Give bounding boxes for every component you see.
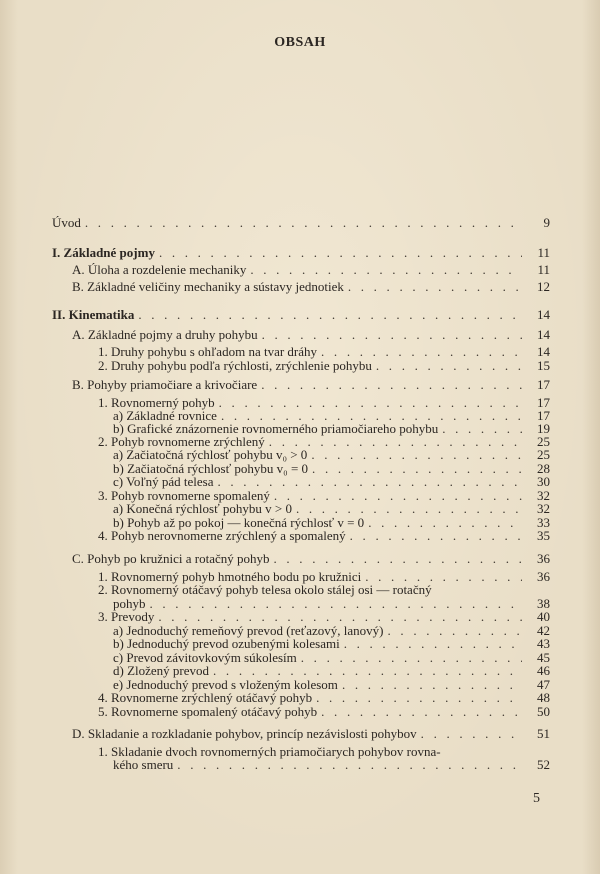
toc-label: a) Začiatočná rýchlosť pohybu v₀ > 0 [113,447,308,462]
toc-entry [72,377,550,393]
toc-label: a) Základné rovnice [113,408,217,423]
toc-page: 50 [537,704,550,719]
leader-dots [262,327,522,343]
toc-page: 14 [537,307,550,322]
toc-entry [72,262,550,278]
toc-entry [72,551,550,567]
toc-page: 19 [537,421,550,436]
toc-label-wrapped: 2. Rovnomerný otáčavý pohyb telesa okolo stálej osi — rotačný [98,582,432,597]
toc-label: 2. Pohyb rovnomerne zrýchlený [98,434,265,449]
leader-dots [350,528,522,544]
toc-label: Úvod [52,215,81,230]
toc-label: kého smeru [113,757,174,772]
toc-label: A. Základné pojmy a druhy pohybu [72,327,258,342]
leader-dots [421,726,522,742]
toc-label: B. Základné veličiny mechaniky a sústavy jednotiek [72,279,344,294]
toc-label: c) Voľný pád telesa [113,474,214,489]
toc-label: II. Kinematika [52,307,135,322]
toc-page: 11 [537,262,550,277]
toc-page: 33 [537,515,550,530]
toc-label: d) Zložený prevod [113,663,210,678]
toc-label: b) Začiatočná rýchlosť pohybu v₀ = 0 [113,461,309,476]
toc-entry [52,245,550,261]
leader-dots [250,262,522,278]
toc-page: 42 [537,623,550,638]
toc-page: 15 [537,358,550,373]
toc-label: b) Grafické znázornenie rovnomerného priamočiareho pohybu [113,421,439,436]
toc-entry [72,327,550,343]
leader-dots [159,245,522,261]
toc-page: 43 [537,636,550,651]
toc-label: A. Úloha a rozdelenie mechaniky [72,262,247,277]
toc-page: 46 [537,663,550,678]
toc-label: B. Pohyby priamočiare a krivočiare [72,377,258,392]
toc-label: c) Prevod závitovkovým súkolesím [113,650,297,665]
toc-page: 17 [537,395,550,410]
toc-entry [113,757,550,773]
toc-page: 32 [537,488,550,503]
toc-label: 2. Druhy pohybu podľa rýchlosti, zrýchlenie pohybu [98,358,372,373]
toc-label-wrapped: 1. Skladanie dvoch rovnomerných priamočiarych pohybov rovna- [98,744,441,759]
toc-label: b) Jednoduchý prevod ozubenými kolesami [113,636,340,651]
toc-page: 17 [537,408,550,423]
toc-label: 4. Pohyb nerovnomerne zrýchlený a spomalený [98,528,346,543]
toc-page: 36 [537,551,550,566]
toc-label: D. Skladanie a rozkladanie pohybov, princíp nezávislosti pohybov [72,726,417,741]
toc-label: a) Jednoduchý remeňový prevod (reťazový, lanový) [113,623,384,638]
leader-dots [261,377,522,393]
page-number: 5 [533,791,540,806]
toc-label: 5. Rovnomerne spomalený otáčavý pohyb [98,704,318,719]
toc-page: 25 [537,447,550,462]
toc-page: 30 [537,474,550,489]
toc-entry [98,358,550,374]
toc-label: e) Jednoduchý prevod s vloženým kolesom [113,677,338,692]
leader-dots [321,704,522,720]
toc-page: 14 [537,327,550,342]
toc-page: 38 [537,596,550,611]
toc-label: 3. Pohyb rovnomerne spomalený [98,488,270,503]
toc-label: 1. Rovnomerný pohyb [98,395,215,410]
leader-dots [376,358,522,374]
toc-entry [52,215,550,231]
toc-label: 1. Rovnomerný pohyb hmotného bodu po kružnici [98,569,362,584]
toc-entry [72,279,550,295]
leader-dots [348,279,522,295]
page-title: OBSAH [274,35,326,50]
toc-page: 25 [537,434,550,449]
toc-label: pohyb [113,596,146,611]
toc-page: 36 [537,569,550,584]
toc-entry [52,307,550,323]
toc-page: 9 [543,215,550,230]
toc-entry [98,528,550,544]
toc-entry [98,704,550,720]
leader-dots [85,215,522,231]
toc-label: 4. Rovnomerne zrýchlený otáčavý pohyb [98,690,313,705]
toc-page: 32 [537,501,550,516]
toc-page: 17 [537,377,550,392]
toc-label: 1. Druhy pohybu s ohľadom na tvar dráhy [98,344,318,359]
toc-page: 35 [537,528,550,543]
toc-page: 14 [537,344,550,359]
toc-entry [72,726,550,742]
leader-dots [177,757,522,773]
leader-dots [138,307,522,323]
toc-page: 51 [537,726,550,741]
toc-page: 47 [537,677,550,692]
toc-page: 45 [537,650,550,665]
leader-dots [274,551,523,567]
toc-page: 12 [537,279,550,294]
toc-label: a) Konečná rýchlosť pohybu v > 0 [113,501,292,516]
toc-page: 28 [537,461,550,476]
toc-page: 48 [537,690,550,705]
toc-label: I. Základné pojmy [52,245,155,260]
toc-label: C. Pohyb po kružnici a rotačný pohyb [72,551,270,566]
toc-page: 52 [537,757,550,772]
toc-label: 3. Prevody [98,609,155,624]
toc-page: 40 [537,609,550,624]
toc-page: 11 [537,245,550,260]
toc-label: b) Pohyb až po pokoj — konečná rýchlosť v = 0 [113,515,365,530]
